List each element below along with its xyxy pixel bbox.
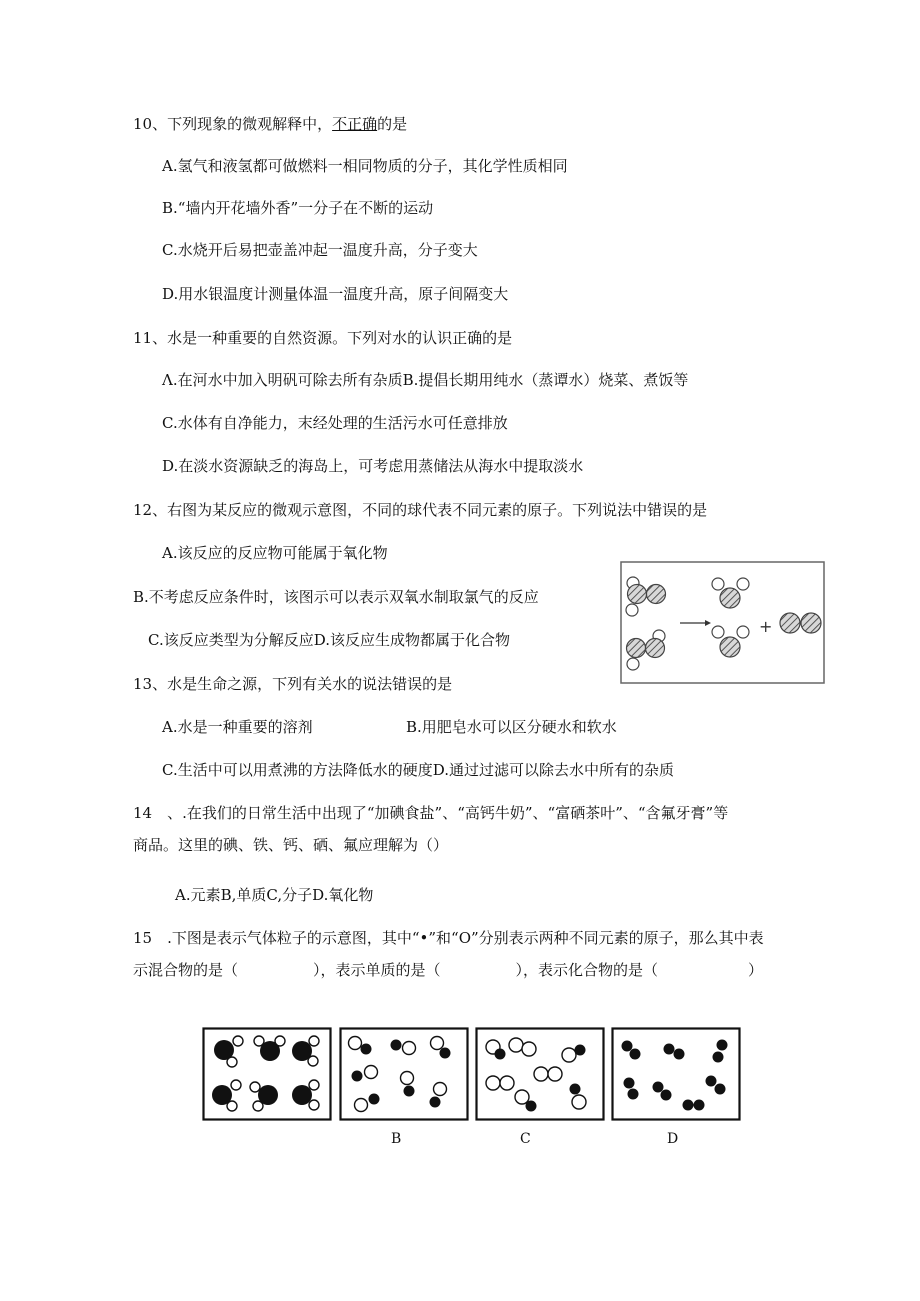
q11-option-d: D.在淡水资源缺乏的海岛上，可考虑用蒸储法从海水中提取淡水 xyxy=(162,457,584,475)
q14-stem-line1: 14 、.在我们的日常生活中出现了“加碘食盐”、“高钙牛奶”、“富硒茶叶”、“含氟牙膏”等 xyxy=(133,804,729,822)
q12-stem: 12、右图为某反应的微观示意图，不同的球代表不同元素的原子。下列说法中错误的是 xyxy=(133,501,708,519)
q11-option-ab: Λ.在河水中加入明矾可除去所有杂质B.提倡长期用纯水（蒸谭水）烧菜、煮饭等 xyxy=(162,371,689,389)
q15-stem-line1: 15 .下图是表示气体粒子的示意图，其中“•”和“O”分别表示两种不同元素的原子，那么其中表 xyxy=(133,929,764,947)
q15-stem-line2: 示混合物的是（ ），表示单质的是（ ），表示化合物的是（ ） xyxy=(133,961,764,979)
q14-options: A.元素B,单质C,分子D.氧化物 xyxy=(175,886,374,904)
particle-box-c xyxy=(475,1027,605,1121)
particle-box-b xyxy=(339,1027,469,1121)
reaction-diagram xyxy=(620,561,825,684)
q13-option-b: B.用肥皂水可以区分硬水和软水 xyxy=(406,718,617,736)
q10-option-b: B.“墙内开花墙外香”一分子在不断的运动 xyxy=(162,199,434,217)
q12-option-a: A.该反应的反应物可能属于氧化物 xyxy=(162,544,388,562)
q10-option-d: D.用水银温度计测量体温一温度升高，原子间隔变大 xyxy=(162,285,509,303)
q10-stem xyxy=(133,114,407,134)
box-label-c: C xyxy=(520,1131,531,1147)
q13-option-cd: C.生活中可以用煮沸的方法降低水的硬度D.通过过滤可以除去水中所有的杂质 xyxy=(162,761,674,779)
plus-sign: + xyxy=(759,617,773,636)
q14-stem-line2: 商品。这里的碘、铁、钙、硒、氟应理解为（） xyxy=(133,836,449,854)
particle-box-a xyxy=(202,1027,332,1121)
q13-option-a: A.水是一种重要的溶剂 xyxy=(162,718,313,736)
particle-box-d xyxy=(611,1027,741,1121)
q10-option-c: C.水烧开后易把壶盖冲起一温度升高，分子变大 xyxy=(162,241,478,259)
q11-stem: 11、水是一种重要的自然资源。下列对水的认识正确的是 xyxy=(133,329,513,347)
q10-option-a: A.氢气和液氢都可做燃料一相同物质的分子，其化学性质相同 xyxy=(162,157,568,175)
box-label-d: D xyxy=(667,1131,679,1147)
q10-stem-pre: 10、下列现象的微观解释中， xyxy=(133,115,333,133)
box-label-b: B xyxy=(391,1131,402,1147)
q11-option-c: C.水体有自净能力，末经处理的生活污水可任意排放 xyxy=(162,414,508,432)
q12-option-b: B.不考虑反应条件时，该图示可以表示双氧水制取氯气的反应 xyxy=(133,588,539,606)
q10-stem-post: 的是 xyxy=(377,115,408,133)
q12-option-cd: C.该反应类型为分解反应D.该反应生成物都属于化合物 xyxy=(148,631,510,649)
q10-stem-underlined: 不正确 xyxy=(332,115,378,133)
q13-stem: 13、水是生命之源，下列有关水的说法错误的是 xyxy=(133,675,453,693)
